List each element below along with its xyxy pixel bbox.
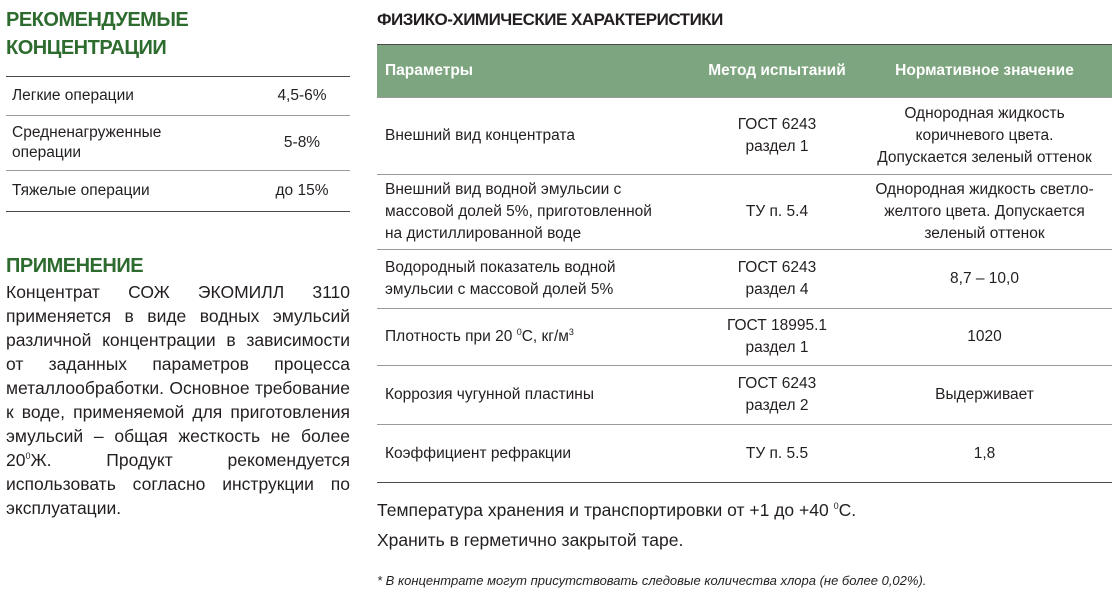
norm-cell [857, 384, 1112, 406]
title-line-2: КОНЦЕНТРАЦИИ [6, 37, 167, 59]
table-row [377, 424, 1112, 482]
cell-line: массовой долей 5%, приготовленной [385, 203, 652, 220]
header-method: Метод испытаний [708, 62, 846, 79]
cell-line: Внешний вид водной эмульсии с [385, 181, 622, 198]
header-param: Параметры [385, 62, 474, 79]
right-column [377, 0, 1112, 588]
table-row [377, 365, 1112, 424]
cell-line: 1020 [967, 328, 1002, 345]
cell-line: Однородная жидкость [904, 105, 1065, 122]
method-cell [697, 373, 857, 417]
cell-line: раздел 4 [745, 281, 809, 298]
concentration-row [6, 171, 350, 211]
storage-conditions [377, 495, 856, 555]
method-cell [697, 114, 857, 158]
concentration-row [6, 77, 350, 116]
cell-line: ГОСТ 6243 [737, 259, 817, 276]
operation-line: операции [12, 144, 82, 161]
table-row [377, 249, 1112, 308]
method-cell [697, 257, 857, 301]
norm-cell [857, 103, 1112, 169]
norm-cell [857, 326, 1112, 348]
footnote: * В концентрате могут присутствовать следовые количества хлора (не более 0,02%). [377, 573, 927, 588]
operation-cell: Легкие операции [12, 87, 134, 104]
param-text: С, кг/м [521, 328, 569, 345]
cell-line: раздел 1 [745, 339, 809, 356]
cell-line: ГОСТ 6243 [737, 375, 817, 392]
application-text-part: Концентрат СОЖ ЭКОМИЛЛ 3110 применяется в виде водных эмульсий различной концентрации в зависимости от заданных параметров процесса металлообработки. Основное требование к воде, применяемой для приготовления эмульсий – общая жесткость не более 20 [6, 282, 350, 470]
param-cell [377, 257, 697, 301]
method-cell [697, 315, 857, 359]
param-cell [377, 326, 697, 348]
degree-sup: 0 [25, 451, 31, 462]
cell-line: зеленый оттенок [924, 225, 1045, 242]
concentration-value: до 15% [275, 182, 329, 199]
concentrations-table [6, 76, 350, 212]
degree-sup: 0 [833, 501, 839, 512]
cell-line: ТУ п. 5.5 [745, 444, 809, 462]
left-column [6, 0, 350, 520]
operation-line: Средненагруженные [12, 124, 162, 141]
concentration-value: 5-8% [283, 134, 321, 151]
concentration-row [6, 116, 350, 171]
cell-line: коричневого цвета. [915, 127, 1054, 144]
cell-line: Допускается зеленый оттенок [877, 149, 1092, 166]
degree-sup: 0 [516, 326, 522, 337]
recommended-concentrations-title [6, 6, 350, 62]
cell-line: Водородный показатель водной [385, 259, 616, 276]
cell-line: желтого цвета. Допускается [884, 203, 1085, 220]
cell-line: раздел 1 [745, 138, 809, 155]
param-cell [377, 384, 697, 406]
storage-line-2: Хранить в герметично закрытой таре. [377, 530, 684, 550]
param-text: Плотность при 20 [385, 328, 517, 345]
cell-line: 1,8 [973, 444, 996, 462]
norm-cell [857, 179, 1112, 245]
application-title: ПРИМЕНЕНИЕ [6, 255, 144, 277]
norm-cell [857, 443, 1112, 465]
cube-sup: 3 [568, 326, 574, 337]
cell-line: ТУ п. 5.4 [745, 203, 809, 220]
param-cell [377, 125, 697, 147]
cell-line: ГОСТ 6243 [737, 116, 817, 133]
operation-cell [6, 123, 254, 163]
operation-cell: Тяжелые операции [12, 182, 150, 199]
cell-line: Коэффициент рефракции [385, 444, 572, 462]
cell-line: 8,7 – 10,0 [950, 270, 1019, 287]
method-cell [697, 201, 857, 223]
norm-cell [857, 268, 1112, 290]
param-cell [377, 179, 697, 245]
physchem-table [377, 44, 1112, 483]
cell-line: Выдерживает [935, 386, 1034, 403]
cell-line: на дистиллированной воде [385, 225, 582, 242]
table-row [377, 97, 1112, 174]
method-cell [697, 443, 857, 465]
cell-line: Однородная жидкость светло- [875, 181, 1094, 198]
cell-line: ГОСТ 18995.1 [726, 317, 828, 334]
concentration-value: 4,5-6% [277, 87, 327, 104]
table-row [377, 308, 1112, 365]
cell-line: раздел 2 [745, 397, 809, 414]
physchem-title: ФИЗИКО-ХИМИЧЕСКИЕ ХАРАКТЕРИСТИКИ [377, 10, 723, 29]
title-line-1: РЕКОМЕНДУЕМЫЕ [6, 9, 189, 31]
table-header-row [377, 44, 1112, 97]
storage-line-1 [377, 495, 856, 525]
storage-text: С. [838, 500, 857, 520]
table-row [377, 174, 1112, 249]
application-text [6, 280, 350, 520]
cell-line: Внешний вид концентрата [385, 127, 575, 144]
param-cell [377, 443, 697, 465]
application-text-part: Ж. Продукт рекомендуется использовать согласно инструкции по эксплуатации. [6, 450, 350, 518]
cell-line: Коррозия чугунной пластины [385, 386, 595, 403]
cell-line: эмульсии с массовой долей 5% [385, 281, 614, 298]
header-norm: Нормативное значение [895, 62, 1074, 79]
storage-text: Температура хранения и транспортировки от +1 до +40 [377, 500, 834, 520]
